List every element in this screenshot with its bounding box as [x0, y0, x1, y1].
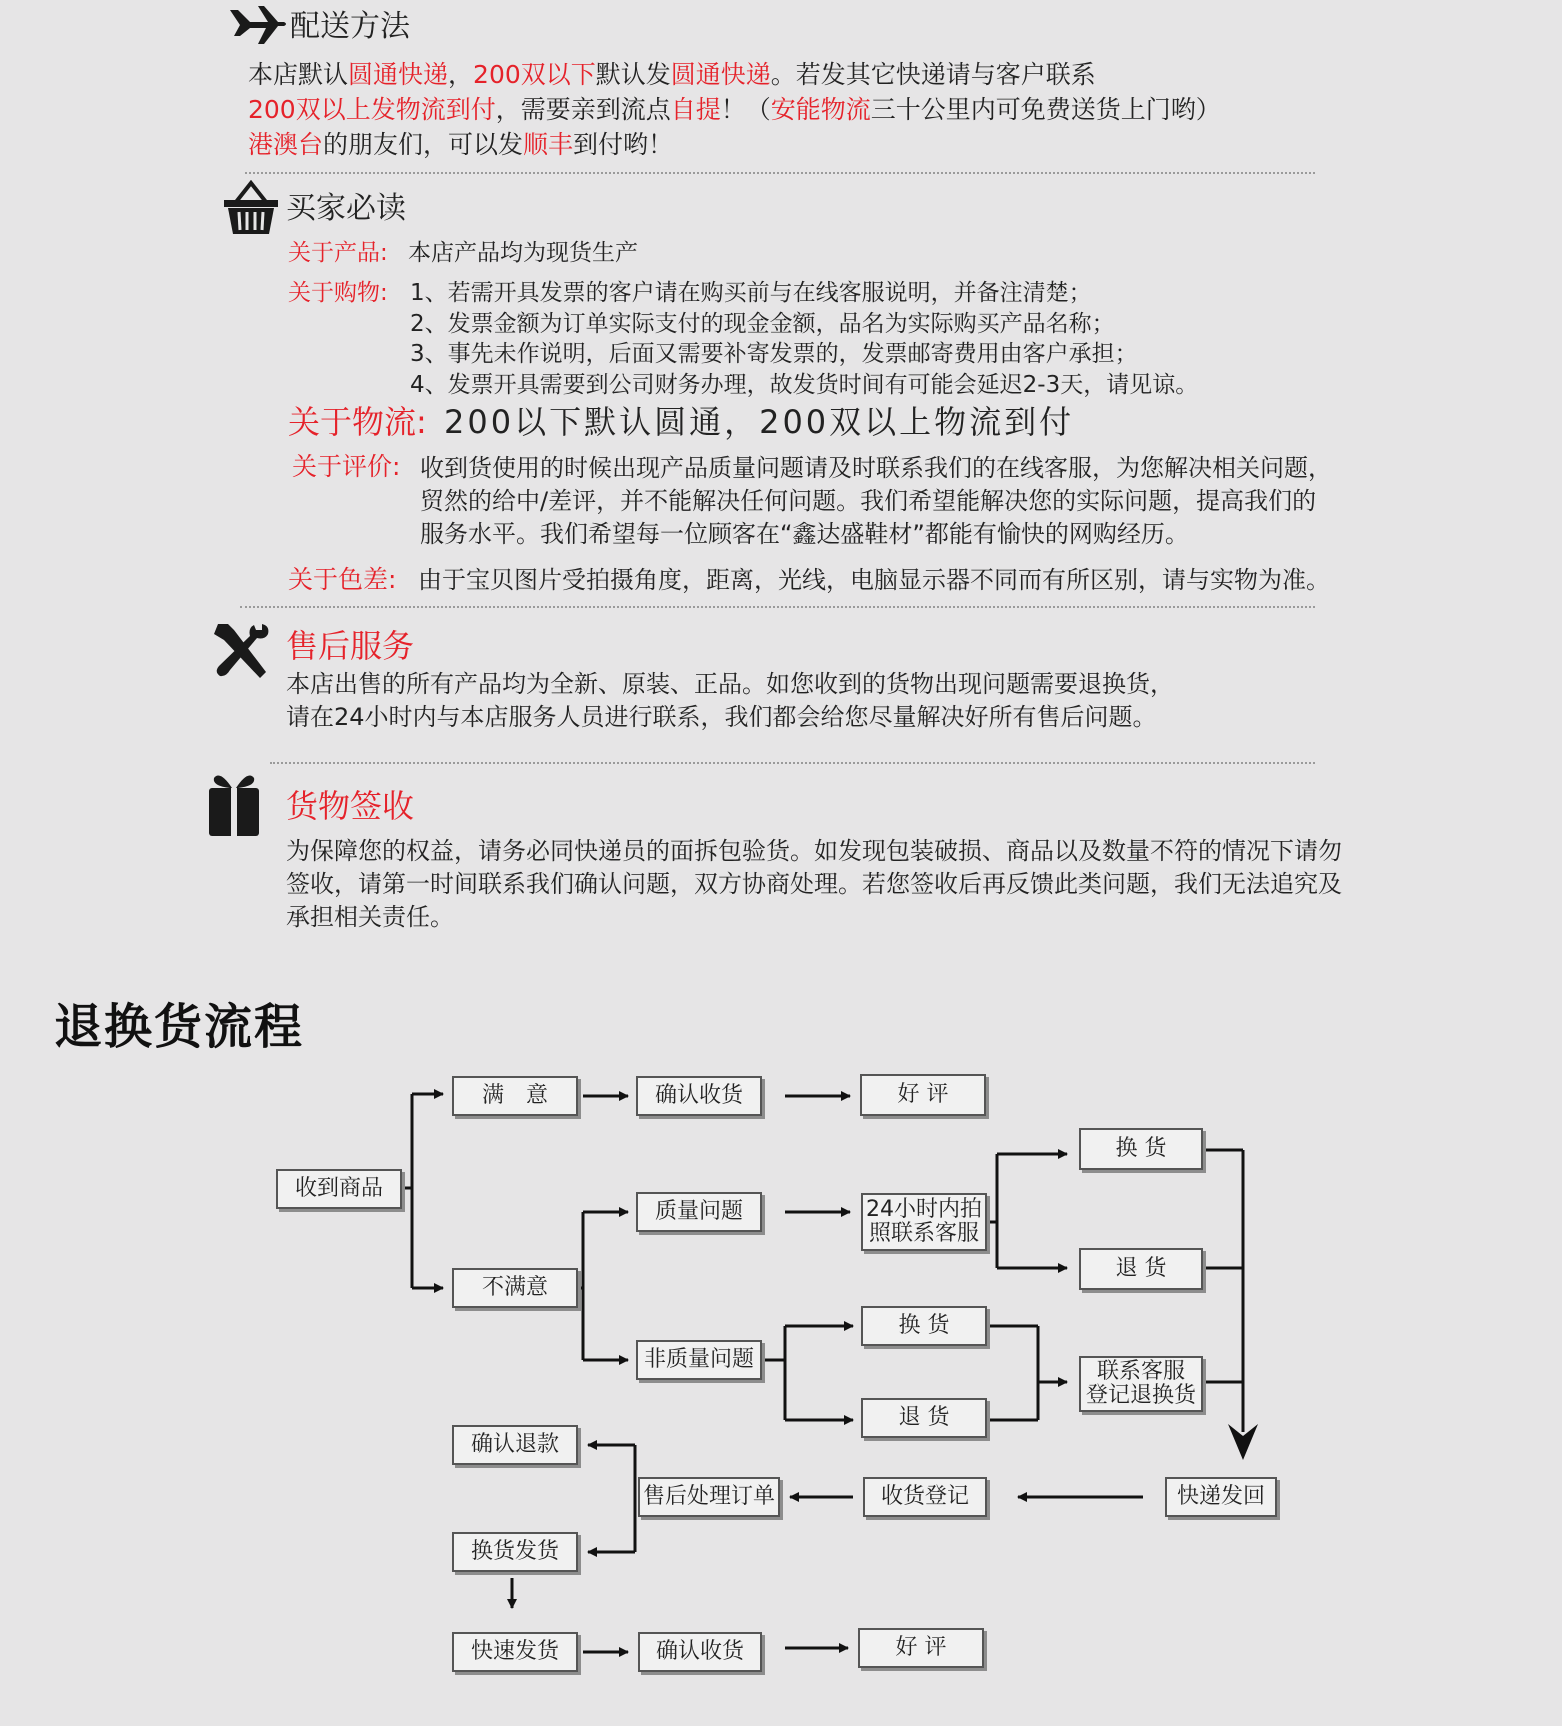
node-fast-ship: 快速发货: [452, 1632, 578, 1672]
receipt-line: 承担相关责任。: [286, 903, 454, 931]
shopping-label: 关于购物:: [288, 280, 388, 306]
text-run: 默认发: [595, 60, 671, 89]
highlight-text: 200双以上发物流到付: [248, 95, 496, 124]
review-line: 服务水平。我们希望每一位顾客在“鑫达盛鞋材”都能有愉快的网购经历。: [420, 520, 1189, 548]
shipping-title: 配送方法: [290, 9, 410, 44]
logistics-label: 关于物流:: [288, 403, 427, 441]
logistics-text: 200以下默认圆通，200双以上物流到付: [444, 403, 1075, 441]
buyer-title: 买家必读: [286, 191, 406, 226]
node-photo-contact: 24小时内拍 照联系客服: [861, 1193, 987, 1251]
after-sales-title: 售后服务: [286, 627, 415, 665]
text-run: 到付哟！: [573, 130, 674, 159]
node-receipt-register: 收货登记: [863, 1477, 987, 1517]
node-quality-issue: 质量问题: [636, 1192, 762, 1232]
node-unsatisfied: 不满意: [452, 1268, 578, 1308]
shopping-line: 3、事先未作说明，后面又需要补寄发票的，发票邮寄费用由客户承担；: [410, 341, 1138, 367]
node-receive: 收到商品: [276, 1169, 402, 1209]
review-line: 贸然的给中/差评，并不能解决任何问题。我们希望能解决您的实际问题，提高我们的: [420, 487, 1317, 515]
text-run: ！（: [720, 95, 771, 124]
color-text: 由于宝贝图片受拍摄角度，距离，光线，电脑显示器不同而有所区别，请与实物为准。: [418, 566, 1330, 594]
node-satisfied: 满 意: [452, 1076, 578, 1116]
shopping-line: 4、发票开具需要到公司财务办理，故发货时间有可能会延迟2-3天，请见谅。: [410, 372, 1199, 398]
node-exchange: 换 货: [861, 1306, 987, 1346]
receipt-title: 货物签收: [286, 787, 415, 825]
node-process-order: 售后处理订单: [638, 1477, 780, 1517]
after-sales-line: 本店出售的所有产品均为全新、原装、正品。如您收到的货物出现问题需要退换货，: [286, 670, 1174, 698]
text-run: 。若发其它快递请与客户联系: [770, 60, 1096, 89]
text-run: ，需要亲到流点: [495, 95, 671, 124]
after-sales-line: 请在24小时内与本店服务人员进行联系，我们都会给您尽量解决好所有售后问题。: [286, 703, 1157, 731]
shopping-line: 2、发票金额为订单实际支付的现金金额，品名为实际购买产品名称；: [410, 311, 1115, 337]
highlight-text: 港澳台: [248, 130, 324, 159]
product-label: 关于产品:: [288, 240, 388, 266]
node-exchange: 换 货: [1079, 1128, 1203, 1170]
node-return: 退 货: [1079, 1248, 1203, 1290]
highlight-text: 顺丰: [523, 130, 574, 159]
node-good-review: 好 评: [858, 1628, 984, 1668]
color-label: 关于色差:: [288, 565, 397, 594]
node-confirm-receipt: 确认收货: [636, 1076, 762, 1116]
node-return: 退 货: [861, 1398, 987, 1438]
text-run: 的朋友们，可以发: [323, 130, 524, 159]
text-run: 本店默认: [248, 60, 349, 89]
receipt-line: 为保障您的权益，请务必同快递员的面拆包验货。如发现包装破损、商品以及数量不符的情况下请勿: [286, 837, 1342, 865]
highlight-text: 自提: [670, 95, 721, 124]
node-express-back: 快递发回: [1165, 1477, 1277, 1517]
node-non-quality-issue: 非质量问题: [636, 1340, 762, 1380]
review-line: 收到货使用的时候出现产品质量问题请及时联系我们的在线客服，为您解决相关问题，: [420, 454, 1332, 482]
highlight-text: 安能物流: [770, 95, 871, 124]
receipt-line: 签收，请第一时间联系我们确认问题，双方协商处理。若您签收后再反馈此类问题，我们无法追究及: [286, 870, 1342, 898]
node-good-review: 好 评: [860, 1074, 986, 1116]
node-confirm-receipt: 确认收货: [638, 1632, 762, 1672]
review-label: 关于评价:: [292, 452, 401, 481]
flow-title: 退换货流程: [54, 999, 305, 1055]
node-confirm-refund: 确认退款: [452, 1425, 578, 1465]
highlight-text: 200双以下: [473, 60, 596, 89]
shopping-line: 1、若需开具发票的客户请在购买前与在线客服说明，并备注清楚；: [410, 280, 1092, 306]
text-run: ，: [448, 60, 474, 89]
highlight-text: 圆通快递: [670, 60, 771, 89]
node-exchange-ship: 换货发货: [452, 1532, 578, 1572]
node-register: 联系客服 登记退换货: [1079, 1356, 1203, 1412]
highlight-text: 圆通快递: [348, 60, 449, 89]
text-run: 三十公里内可免费送货上门哟）: [870, 95, 1221, 124]
product-text: 本店产品均为现货生产: [408, 240, 638, 266]
